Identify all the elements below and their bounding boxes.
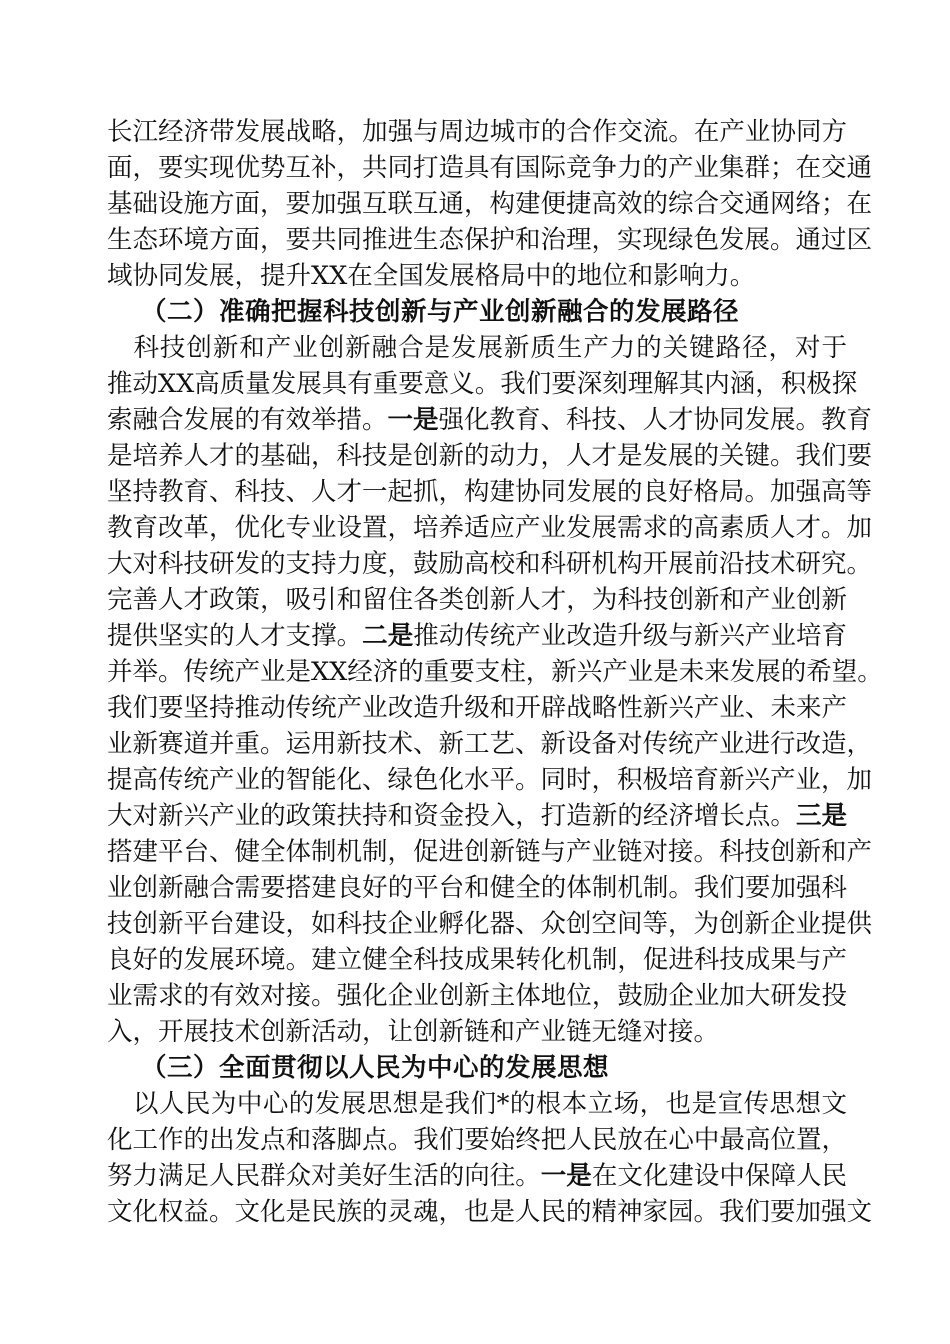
body-line: 化工作的出发点和落脚点。我们要始终把人民放在心中最高位置， [107, 1125, 847, 1155]
body-line [107, 402, 873, 438]
body-line: 文化权益。文化是民族的灵魂，也是人民的精神家园。我们要加强文 [107, 1197, 873, 1227]
body-line [107, 1158, 847, 1194]
body-line: 域协同发展，提升XX在全国发展格局中的地位和影响力。 [107, 261, 756, 291]
body-line: 业新赛道并重。运用新技术、新工艺、新设备对传统产业进行改造， [107, 729, 873, 759]
body-line: 业创新融合需要搭建良好的平台和健全的体制机制。我们要加强科 [107, 873, 847, 903]
body-line: 以人民为中心的发展思想是我们*的根本立场，也是宣传思想文 [107, 1089, 847, 1119]
body-line: 推动XX高质量发展具有重要意义。我们要深刻理解其内涵，积极探 [107, 369, 858, 399]
body-line [107, 798, 847, 834]
body-line: 坚持教育、科技、人才一起抓，构建协同发展的良好格局。加强高等 [107, 477, 873, 507]
line-text: 推动传统产业改造升级与新兴产业培育 [413, 621, 847, 651]
section-heading: （二）准确把握科技创新与产业创新融合的发展路径 [141, 297, 740, 327]
body-line: 教育改革，优化专业设置，培养适应产业发展需求的高素质人才。加 [107, 513, 873, 543]
body-line: 并举。传统产业是XX经济的重要支柱，新兴产业是未来发展的希望。 [107, 657, 883, 687]
body-line: 良好的发展环境。建立健全科技成果转化机制，促进科技成果与产 [107, 945, 847, 975]
body-line: 科技创新和产业创新融合是发展新质生产力的关键路径，对于 [107, 333, 847, 363]
bold-marker: 一是 [540, 1161, 592, 1191]
body-line: 大对科技研发的支持力度，鼓励高校和科研机构开展前沿技术研究。 [107, 549, 873, 579]
body-line: 技创新平台建设，如科技企业孵化器、众创空间等，为创新企业提供 [107, 909, 873, 939]
body-line: 入，开展技术创新活动，让创新链和产业链无缝对接。 [107, 1017, 720, 1047]
body-line [107, 618, 847, 654]
section-heading: （三）全面贯彻以人民为中心的发展思想 [141, 1053, 610, 1083]
line-text: 在文化建设中保障人民 [591, 1161, 847, 1191]
bold-marker: 一是 [387, 405, 439, 435]
body-line: 长江经济带发展战略，加强与周边城市的合作交流。在产业协同方 [107, 117, 847, 147]
body-line: 完善人才政策，吸引和留住各类创新人才，为科技创新和产业创新 [107, 585, 847, 615]
body-line: 我们要坚持推动传统产业改造升级和开辟战略性新兴产业、未来产 [107, 693, 847, 723]
body-line: 业需求的有效对接。强化企业创新主体地位，鼓励企业加大研发投 [107, 981, 847, 1011]
body-line: 生态环境方面，要共同推进生态保护和治理，实现绿色发展。通过区 [107, 225, 873, 255]
body-line: 面，要实现优势互补，共同打造具有国际竞争力的产业集群；在交通 [107, 153, 873, 183]
body-line: 是培养人才的基础，科技是创新的动力，人才是发展的关键。我们要 [107, 441, 873, 471]
bold-marker: 三是 [795, 801, 847, 831]
body-line: 基础设施方面，要加强互联互通，构建便捷高效的综合交通网络；在 [107, 189, 873, 219]
body-line: 提高传统产业的智能化、绿色化水平。同时，积极培育新兴产业，加 [107, 765, 873, 795]
line-text: 大对新兴产业的政策扶持和资金投入，打造新的经济增长点。 [107, 801, 796, 831]
line-text: 努力满足人民群众对美好生活的向往。 [107, 1161, 541, 1191]
line-text: 强化教育、科技、人才协同发展。教育 [438, 405, 873, 435]
line-text: 索融合发展的有效举措。 [107, 405, 388, 435]
bold-marker: 二是 [362, 621, 414, 651]
line-text: 提供坚实的人才支撑。 [107, 621, 363, 651]
body-line: 搭建平台、健全体制机制，促进创新链与产业链对接。科技创新和产 [107, 837, 873, 867]
